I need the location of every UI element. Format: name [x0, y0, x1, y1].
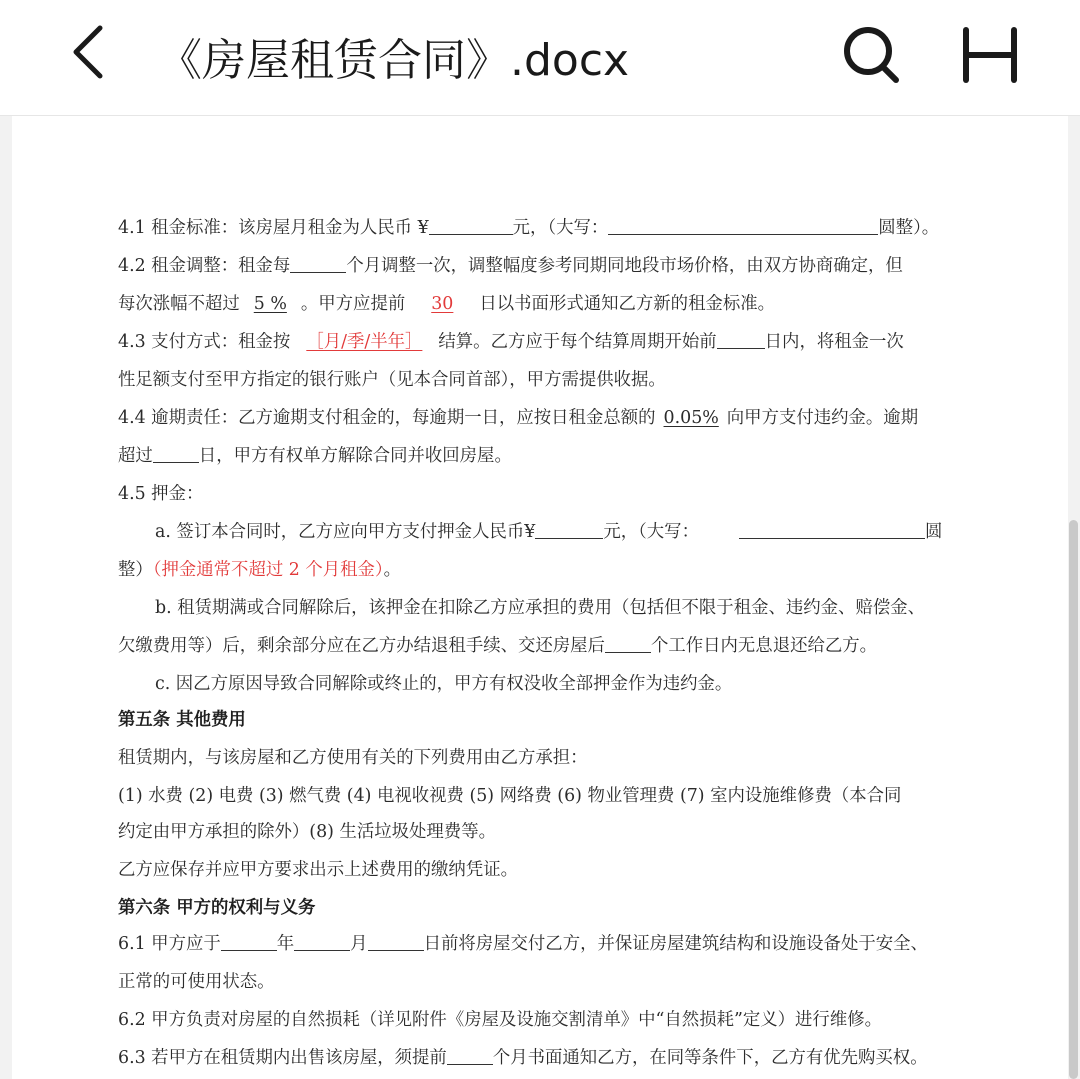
- scrollbar[interactable]: [1069, 520, 1078, 1079]
- clause-6-3: [118, 1046, 928, 1070]
- section-heading-5: 第五条 其他费用: [118, 710, 246, 730]
- text: 超过: [118, 446, 153, 466]
- clause-4-5-b-cont: [118, 634, 877, 658]
- back-chevron-icon: [62, 20, 118, 84]
- blank-field: [739, 521, 925, 539]
- payment-period-option: ［月/季/半年］: [306, 332, 423, 352]
- blank-field: [605, 635, 651, 653]
- text: a. 签订本合同时，乙方应向甲方支付押金人民币¥: [155, 522, 536, 542]
- fee-list-cont: [118, 820, 496, 844]
- clause-4-5-a: [155, 520, 942, 544]
- deposit-note: （押金通常不超过 2 个月租金）: [152, 560, 384, 580]
- text: 个工作日内无息退还给乙方。: [650, 636, 878, 656]
- clause-4-5-a-cont: [118, 558, 401, 582]
- notice-days-value: 30: [431, 294, 454, 314]
- clause-4-2: [118, 254, 903, 278]
- back-button[interactable]: [62, 20, 118, 84]
- text: 元，（大写：: [603, 522, 699, 542]
- section-heading-6: 第六条 甲方的权利与义务: [118, 898, 316, 918]
- text: 月: [350, 934, 368, 954]
- text: 。: [383, 560, 402, 580]
- text: 乙方应保存并应甲方要求出示上述费用的缴纳凭证。: [118, 860, 518, 880]
- text: 元，（大写：: [512, 218, 609, 238]
- blank-field: [717, 331, 765, 349]
- text: 每次涨幅不超过: [118, 294, 240, 314]
- text: 欠缴费用等）后，剩余部分应在乙方办结退租手续、交还房屋后: [118, 636, 605, 656]
- blank-field: [535, 521, 603, 539]
- section-5-intro: [118, 746, 588, 770]
- text: 约定由甲方承担的除外）(8) 生活垃圾处理费等。: [118, 822, 496, 842]
- menu-icon: [958, 26, 1022, 84]
- document-title: 《房屋租赁合同》.docx: [158, 35, 630, 86]
- text: (1) 水费 (2) 电费 (3) 燃气费 (4) 电视收视费 (5) 网络费 (6) 物业管理费 (7) 室内设施维修费（本合同: [118, 786, 902, 806]
- text: 正常的可使用状态。: [118, 972, 275, 992]
- clause-6-1: [118, 932, 928, 956]
- text: c. 因乙方原因导致合同解除或终止的，甲方有权没收全部押金作为违约金。: [155, 674, 733, 694]
- text: 个月书面通知乙方，在同等条件下，乙方有优先购买权。: [492, 1048, 928, 1068]
- clause-4-4-cont: [118, 444, 512, 468]
- text: 日内，将租金一次: [764, 332, 904, 352]
- top-bar: [0, 0, 1080, 116]
- clause-6-1-cont: [118, 970, 275, 994]
- text: 结算。乙方应于每个结算周期开始前: [438, 332, 717, 352]
- clause-4-5-c: [155, 672, 732, 696]
- text: 4.3 支付方式：租金按: [118, 332, 291, 352]
- text: 性足额支付至甲方指定的银行账户（见本合同首部），甲方需提供收据。: [118, 370, 666, 390]
- text: 整）: [118, 560, 153, 580]
- clause-4-3-cont: [118, 368, 666, 392]
- menu-button[interactable]: [958, 26, 1022, 84]
- fee-list: [118, 784, 901, 808]
- clause-4-1: [118, 216, 939, 240]
- blank-field: [290, 255, 346, 273]
- blank-field: [221, 933, 277, 951]
- clause-6-2: [118, 1008, 882, 1032]
- text: 日，甲方有权单方解除合同并收回房屋。: [198, 446, 512, 466]
- text: 6.2 甲方负责对房屋的自然损耗（详见附件《房屋及设施交割清单》中“自然损耗”定义）进行维修。: [118, 1010, 882, 1030]
- clause-4-4: [118, 406, 918, 430]
- blank-field: [294, 933, 350, 951]
- text: 圆整）。: [878, 218, 940, 238]
- blank-field: [153, 445, 199, 463]
- text: 6.3 若甲方在租赁期内出售该房屋，须提前: [118, 1048, 447, 1068]
- text: 4.1 租金标准：该房屋月租金为人民币 ¥: [118, 218, 429, 238]
- search-icon: [838, 22, 904, 86]
- clause-4-5-b: [155, 596, 925, 620]
- text: 圆: [924, 522, 943, 542]
- text: 向甲方支付违约金。逾期: [726, 408, 919, 428]
- search-button[interactable]: [838, 22, 904, 86]
- text: 租赁期内，与该房屋和乙方使用有关的下列费用由乙方承担：: [118, 748, 588, 768]
- penalty-rate-value: 0.05%: [663, 408, 719, 428]
- blank-field: [368, 933, 424, 951]
- text: 4.5 押金：: [118, 484, 204, 504]
- text: 日前将房屋交付乙方，并保证房屋建筑结构和设施设备处于安全、: [423, 934, 928, 954]
- clause-4-3: [118, 330, 904, 354]
- text: 年: [276, 934, 295, 954]
- text: b. 租赁期满或合同解除后，该押金在扣除乙方应承担的费用（包括但不限于租金、违约金、赔偿金、: [155, 598, 925, 618]
- clause-4-5: [118, 482, 203, 506]
- blank-field: [608, 217, 878, 235]
- text: 个月调整一次，调整幅度参考同期同地段市场价格，由双方协商确定，但: [346, 256, 903, 276]
- fee-receipt-clause: [118, 858, 518, 882]
- text: 6.1 甲方应于: [118, 934, 221, 954]
- text: 4.2 租金调整：租金每: [118, 256, 291, 276]
- clause-4-2-cont: [118, 292, 775, 316]
- text: 。甲方应提前: [300, 294, 406, 314]
- text: 4.4 逾期责任：乙方逾期支付租金的，每逾期一日，应按日租金总额的: [118, 408, 656, 428]
- blank-field: [429, 217, 513, 235]
- increase-cap-value: 5 %: [253, 294, 287, 314]
- text: 日以书面形式通知乙方新的租金标准。: [479, 294, 776, 314]
- blank-field: [447, 1047, 493, 1065]
